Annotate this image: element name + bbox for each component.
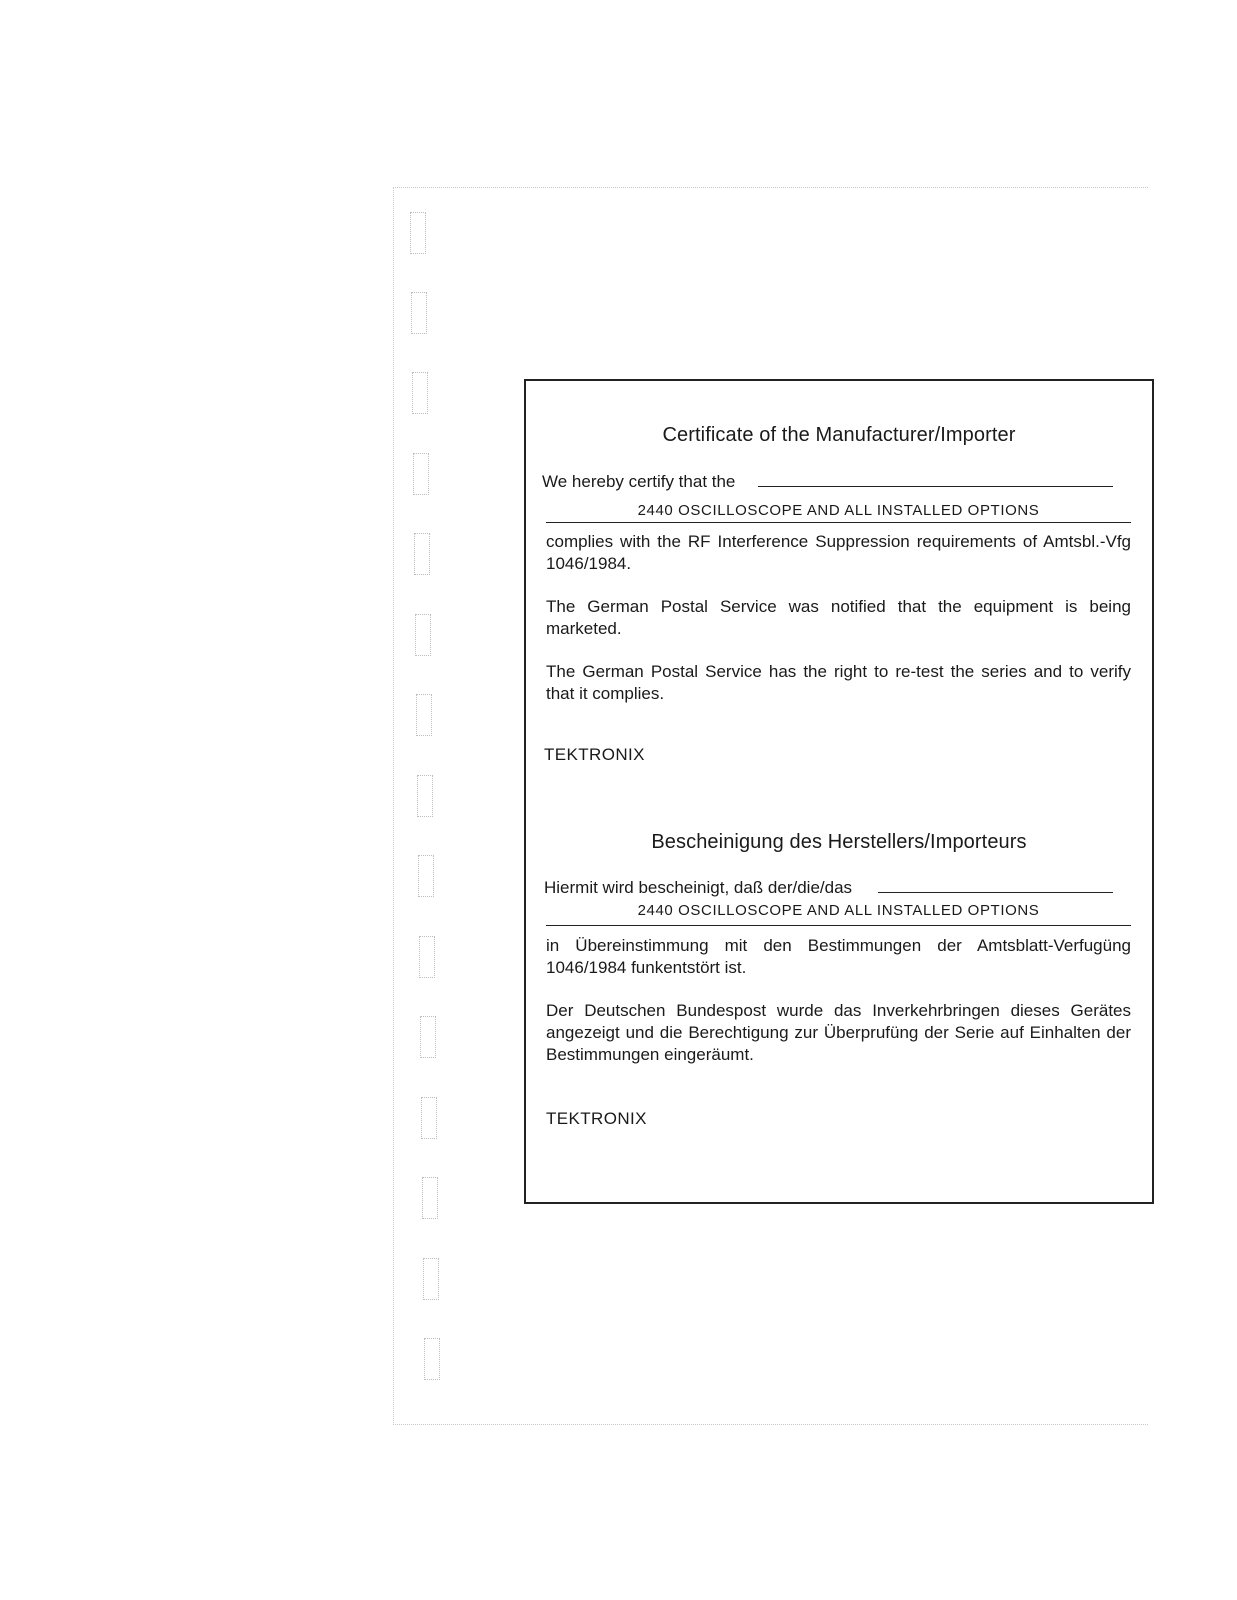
german-fill-line bbox=[878, 892, 1113, 893]
german-product-rule bbox=[546, 925, 1131, 926]
german-paragraph-compliance: in Übereinstimmung mit den Bestimmungen der Amtsblatt-Verfugüng 1046/1984 funkentstört ist. bbox=[546, 936, 1131, 977]
punch-hole bbox=[415, 614, 431, 656]
certificate-box bbox=[524, 379, 1154, 1204]
english-title: Certificate of the Manufacturer/Importer bbox=[662, 424, 1016, 446]
english-fill-line bbox=[758, 486, 1113, 487]
english-paragraph-compliance: complies with the RF Interference Suppression requirements of Amtsbl.-Vfg 1046/1984. bbox=[546, 532, 1131, 573]
english-product-name: 2440 OSCILLOSCOPE AND ALL INSTALLED OPTIONS bbox=[637, 502, 1040, 519]
punch-hole bbox=[421, 1097, 437, 1139]
punch-hole bbox=[411, 292, 427, 334]
german-signature: TEKTRONIX bbox=[546, 1109, 647, 1128]
punch-hole bbox=[423, 1258, 439, 1300]
german-product-name: 2440 OSCILLOSCOPE AND ALL INSTALLED OPTIONS bbox=[637, 902, 1040, 919]
punch-hole bbox=[420, 1016, 436, 1058]
german-certify-label: Hiermit wird bescheinigt, daß der/die/das bbox=[544, 878, 853, 897]
punch-hole bbox=[413, 453, 429, 495]
german-paragraph-notification: Der Deutschen Bundespost wurde das Inverkehrbringen dieses Gerätes angezeigt und die Berechtigung zur Überprufüng der Serie auf Einhalten der Bestimmungen eingeräumt. bbox=[546, 1001, 1131, 1064]
punch-hole bbox=[412, 372, 428, 414]
english-certify-label: We hereby certify that the bbox=[542, 472, 736, 491]
punch-hole bbox=[424, 1338, 440, 1380]
punch-hole bbox=[410, 212, 426, 254]
punch-hole bbox=[417, 775, 433, 817]
english-product-rule bbox=[546, 522, 1131, 523]
english-paragraph-retest: The German Postal Service has the right to re-test the series and to verify that it complies. bbox=[546, 662, 1131, 703]
punch-hole bbox=[416, 694, 432, 736]
punch-hole bbox=[422, 1177, 438, 1219]
punch-hole bbox=[414, 533, 430, 575]
english-signature: TEKTRONIX bbox=[544, 745, 645, 764]
punch-hole bbox=[419, 936, 435, 978]
punch-hole bbox=[418, 855, 434, 897]
german-title: Bescheinigung des Herstellers/Importeurs bbox=[651, 831, 1027, 853]
english-paragraph-notification: The German Postal Service was notified that the equipment is being marketed. bbox=[546, 597, 1131, 638]
